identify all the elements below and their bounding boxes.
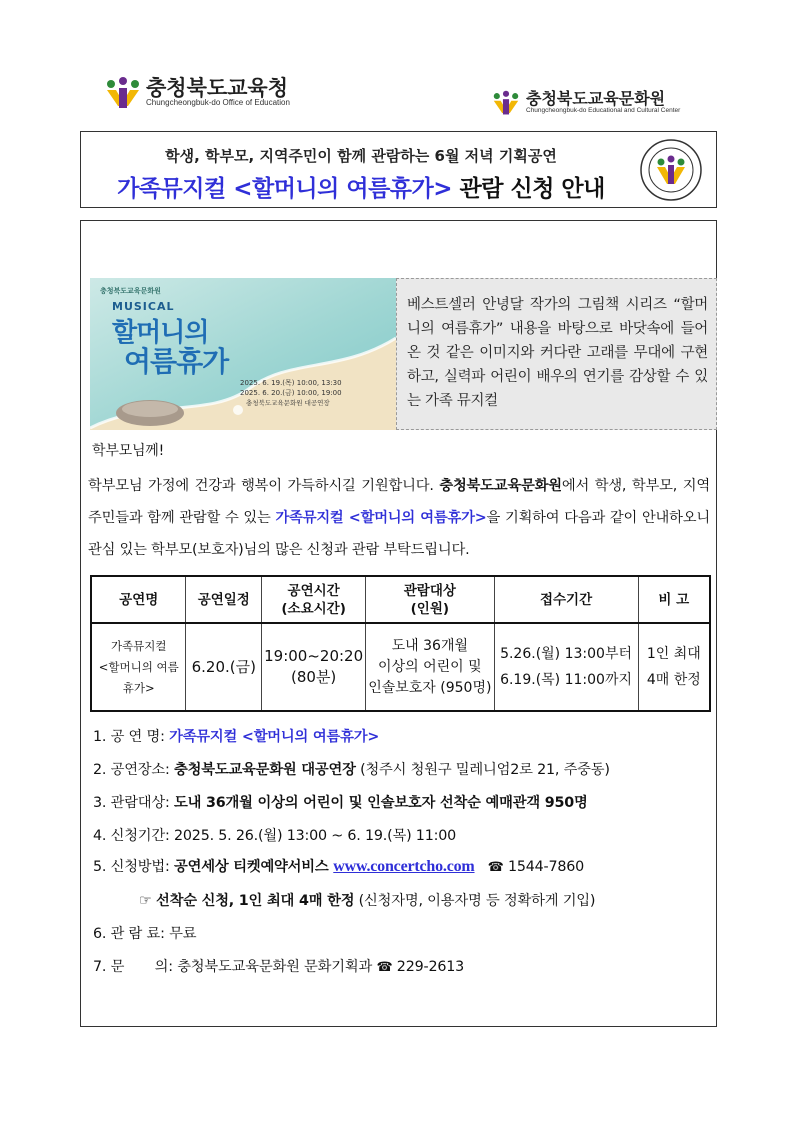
concert-site-link[interactable]: www.concertcho.com [333, 858, 475, 875]
th-time: 공연시간 (소요시간) [262, 576, 366, 623]
list-item-venue: 2. 공연장소: 충청북도교육문화원 대공연장 (청주시 청원구 밀레니엄2로 21, 주중동) [93, 762, 610, 778]
poster-date1: 2025. 6. 19.(목) 10:00, 13:30 [240, 379, 342, 387]
poster-badge: MUSICAL [112, 300, 175, 313]
td-date: 6.20.(금) [186, 623, 262, 711]
poster-title-line2: 여름휴가 [124, 345, 229, 378]
td-period: 5.26.(월) 13:00부터 6.19.(목) 11:00까지 [494, 623, 638, 711]
th-note: 비 고 [638, 576, 710, 623]
list-item-fee: 6. 관 람 료: 무료 [93, 926, 197, 942]
cultural-center-name: 충청북도교육문화원 [526, 89, 666, 109]
intro-part2: 에서 학생, 학부모, 지역주민들과 함께 관람할 수 있는 [88, 478, 710, 526]
td-time: 19:00~20:20 (80분) [262, 623, 366, 711]
header-title-rest: 관람 신청 안내 [452, 176, 605, 202]
list-item-period: 4. 신청기간: 2025. 5. 26.(월) 13:00 ~ 6. 19.(목) 11:00 [93, 828, 457, 844]
office-of-education-sub: Chungcheongbuk-do Office of Education [146, 98, 290, 108]
pointing-hand-icon: ☞ [139, 893, 156, 909]
list-item-method-note: ☞ 선착순 신청, 1인 최대 4매 한정 (신청자명, 이용자명 등 정확하게 기입) [139, 893, 596, 909]
td-note: 1인 최대 4매 한정 [638, 623, 710, 711]
td-target: 도내 36개월 이상의 어린이 및 인솔보호자 (950명) [366, 623, 494, 711]
poster-date2: 2025. 6. 20.(금) 10:00, 19:00 [240, 389, 342, 397]
office-of-education-name: 충청북도교육청 [146, 76, 289, 101]
intro-part3: 을 기획하여 다음과 같이 안내하오니 관심 있는 학부모(보호자)님의 많은 신청과 관람 부탁드립니다. [88, 510, 710, 558]
td-name: 가족뮤지컬 <할머니의 여름휴가> [91, 623, 186, 711]
header-subtitle: 학생, 학부모, 지역주민이 함께 관람하는 6월 저녁 기획공연 [165, 147, 557, 165]
th-target: 관람대상 (인원) [366, 576, 494, 623]
promo-description: 베스트셀러 안녕달 작가의 그림책 시리즈 “할머니의 여름휴가” 내용을 바탕으로 바닷속에 들어온 것 같은 이미지와 커다란 고래를 무대에 구현하고, 실력파 어린이 배우의 연기를 감상할 수 있는 가족 뮤지컬 [396, 278, 717, 430]
poster-top-label: 충청북도교육문화원 [100, 287, 161, 295]
intro-paragraph [88, 470, 710, 566]
cultural-center-seal-icon [639, 138, 703, 202]
cultural-center-sub: Chungcheongbuk-do Educational and Cultural Center [526, 107, 681, 115]
list-item-title: 1. 공 연 명: 가족뮤지컬 <할머니의 여름휴가> [93, 729, 380, 745]
phone-icon: ☎ [487, 860, 504, 875]
list-item-method: 5. 신청방법: 공연세상 티켓예약서비스 www.concertcho.com ☎ 1544-7860 [93, 858, 585, 875]
performance-info-table [90, 575, 711, 712]
promo-section [90, 278, 717, 430]
header-title [81, 170, 641, 203]
poster-title-line1: 할머니의 [112, 318, 209, 348]
phone-icon: ☎ [376, 960, 393, 975]
intro-show-name: 가족뮤지컬 <할머니의 여름휴가> [275, 510, 487, 526]
cultural-center-emblem-icon [490, 90, 522, 116]
greeting: 학부모님께! [92, 443, 165, 459]
intro-part1: 학부모님 가정에 건강과 행복이 가득하시길 기원합니다. [88, 478, 440, 494]
table-header-row [91, 576, 710, 623]
office-of-education-emblem-icon [104, 76, 142, 110]
musical-poster [90, 278, 396, 430]
table-row [91, 623, 710, 711]
header-title-show: 가족뮤지컬 <할머니의 여름휴가> [117, 176, 453, 202]
cultural-center-logo [490, 90, 680, 116]
th-period: 접수기간 [494, 576, 638, 623]
list-item-target: 3. 관람대상: 도내 36개월 이상의 어린이 및 인솔보호자 선착순 예매관객 950명 [93, 795, 588, 811]
office-of-education-logo [104, 76, 290, 110]
th-date: 공연일정 [186, 576, 262, 623]
th-name: 공연명 [91, 576, 186, 623]
poster-venue: 충청북도교육문화원 대공연장 [246, 399, 330, 407]
header-box [80, 131, 717, 208]
intro-org: 충청북도교육문화원 [439, 478, 562, 494]
list-item-contact: 7. 문 의: 충청북도교육문화원 문화기획과 ☎ 229-2613 [93, 959, 465, 975]
